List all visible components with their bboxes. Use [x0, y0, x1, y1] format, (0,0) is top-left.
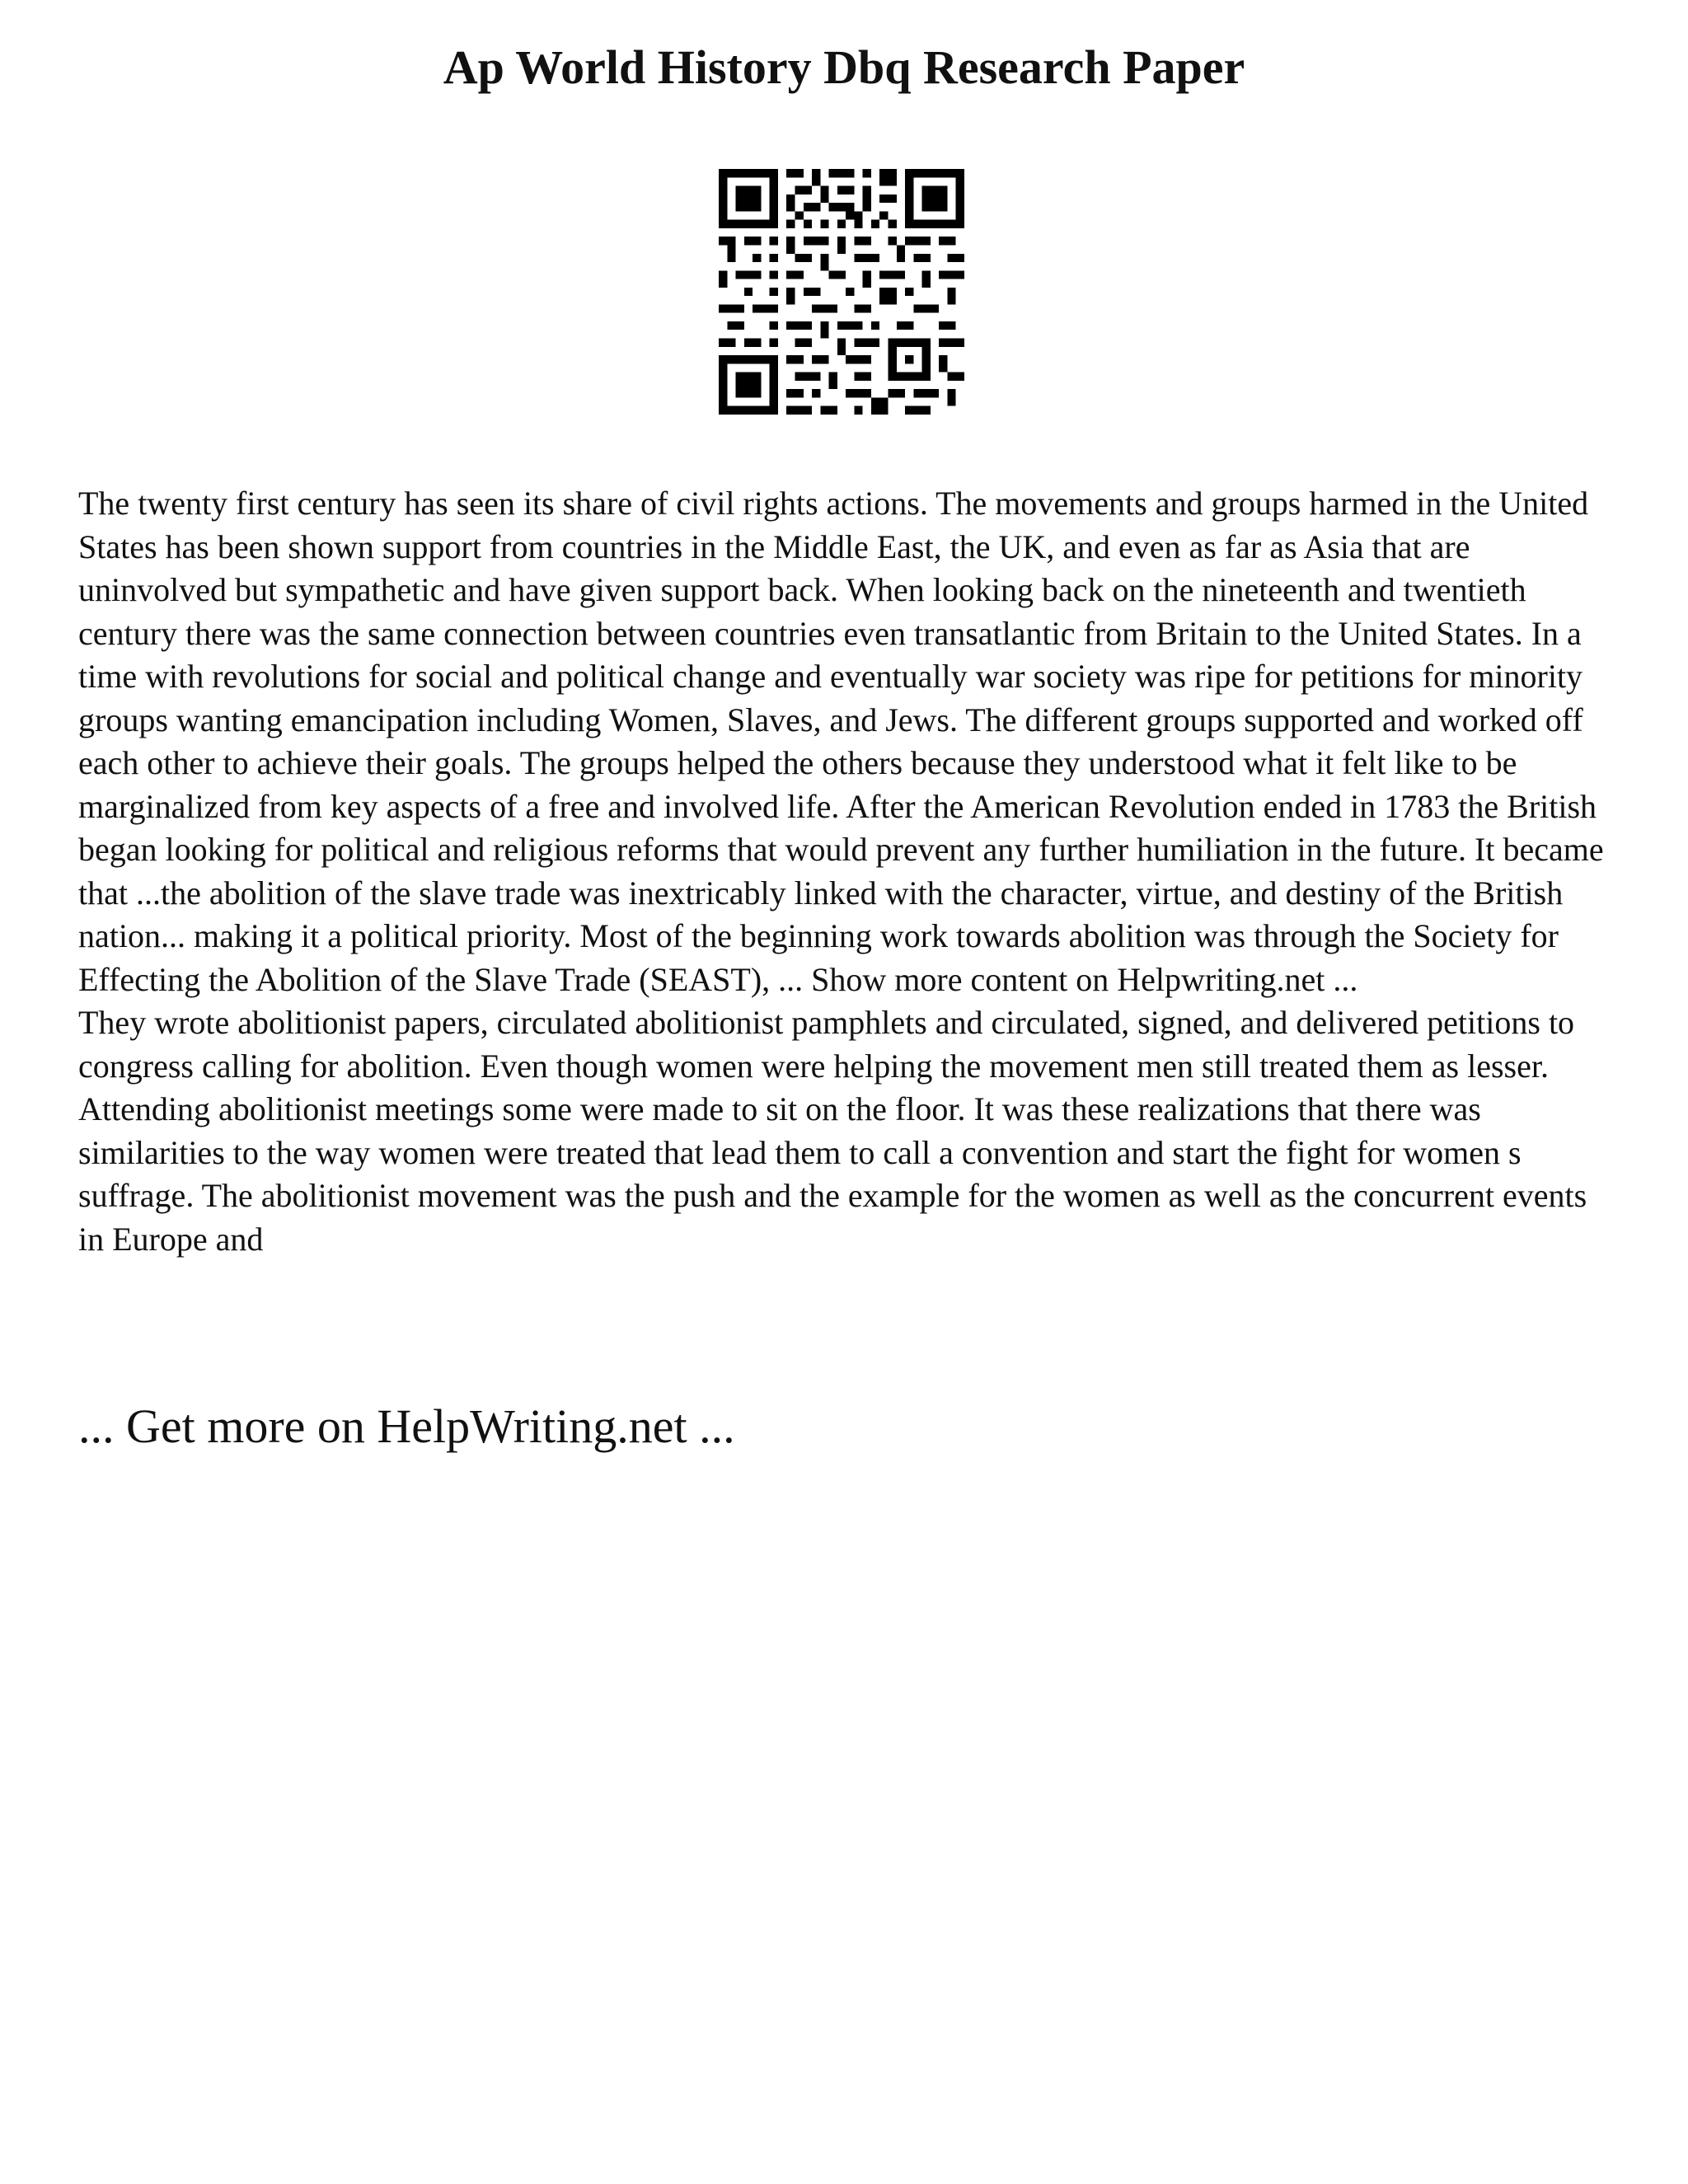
qr-code-icon [719, 169, 964, 415]
paragraph: The twenty first century has seen its share of civil rights actions. The movements and groups harmed in the United States has been shown support from countries in the Middle East, the UK, and even as far as Asia that are uninvolved but sympathetic and have given support back. When looking back on the nineteenth and twentieth century there was the same connection between countries even transatlantic from Britain to the United States. In a time with revolutions for social and political change and eventually war society was ripe for petitions for minority groups wanting emancipation including Women, Slaves, and Jews. The different groups supported and worked off each other to achieve their goals. The groups helped the others because they understood what it felt like to be marginalized from key aspects of a free and involved life. After the American Revolution ended in 1783 the British began looking for political and religious reforms that would prevent any further humiliation in the future. It became that ...the abolition of the slave trade was inextricably linked with the character, virtue, and destiny of the British nation... making it a political priority. Most of the beginning work towards abolition was through the Society for Effecting the Abolition of the Slave Trade (SEAST), ... Show more content on Helpwriting.net ... [78, 485, 1604, 998]
article-body [78, 482, 1620, 1261]
get-more-link[interactable]: ... Get more on HelpWriting.net ... [78, 1399, 735, 1453]
paragraph: They wrote abolitionist papers, circulated abolitionist pamphlets and circulated, signed, and delivered petitions to congress calling for abolition. Even though women were helping the movement men still treated them as lesser. Attending abolitionist meetings some were made to sit on the floor. It was these realizations that there was similarities to the way women were treated that lead them to call a convention and start the fight for women s suffrage. The abolitionist movement was the push and the example for the women as well as the concurrent events in Europe and [78, 1004, 1587, 1258]
page-title: Ap World History Dbq Research Paper [443, 40, 1245, 94]
